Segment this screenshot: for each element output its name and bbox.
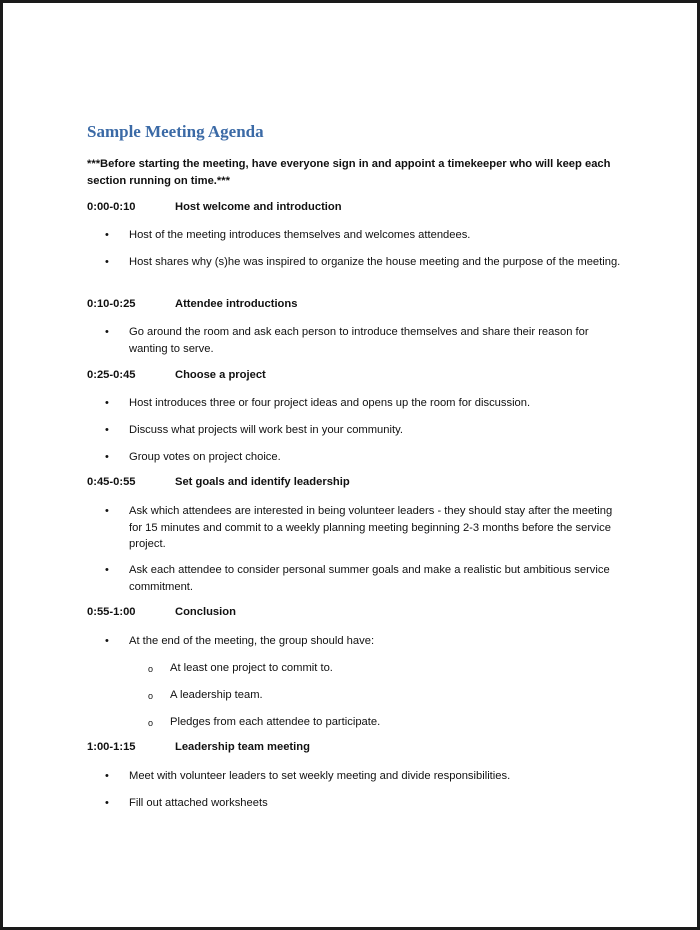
- bullet-icon: •: [105, 635, 109, 647]
- section-title: Conclusion: [175, 606, 236, 618]
- bullet-icon: •: [105, 229, 109, 241]
- list-item: • Discuss what projects will work best in your community.: [105, 422, 625, 439]
- section-time: 0:25-0:45: [87, 369, 136, 381]
- bullet-icon: •: [105, 505, 109, 517]
- section-heading: [87, 476, 350, 488]
- section-heading: [87, 741, 310, 753]
- sub-bullet-icon: o: [148, 691, 154, 701]
- section-title: Attendee introductions: [175, 298, 298, 310]
- bullet-icon: •: [105, 770, 109, 782]
- bullet-icon: •: [105, 564, 109, 576]
- list-item: • Fill out attached worksheets: [105, 795, 625, 812]
- list-item: • Host shares why (s)he was inspired to organize the house meeting and the purpose of the meeting.: [105, 254, 625, 271]
- intro-note: ***Before starting the meeting, have everyone sign in and appoint a timekeeper who will keep each section running on time.***: [87, 158, 611, 187]
- bullet-icon: •: [105, 397, 109, 409]
- section-heading: [87, 201, 342, 213]
- bullet-icon: •: [105, 424, 109, 436]
- section-time: 0:00-0:10: [87, 201, 136, 213]
- list-item: • Host introduces three or four project ideas and opens up the room for discussion.: [105, 395, 625, 412]
- list-item: • Go around the room and ask each person to introduce themselves and share their reason for wanting to serve.: [105, 326, 589, 355]
- section-time: 0:45-0:55: [87, 476, 136, 488]
- section-title: Host welcome and introduction: [175, 201, 342, 213]
- list-item: • Group votes on project choice.: [105, 449, 625, 466]
- sub-bullet-icon: o: [148, 718, 154, 728]
- section-title: Choose a project: [175, 369, 266, 381]
- bullet-icon: •: [105, 256, 109, 268]
- sub-list-item: o Pledges from each attendee to participate.: [148, 714, 608, 731]
- section-heading: [87, 606, 236, 618]
- section-time: 0:10-0:25: [87, 298, 136, 310]
- list-item: • Meet with volunteer leaders to set weekly meeting and divide responsibilities.: [105, 768, 625, 785]
- sub-list-item: o At least one project to commit to.: [148, 660, 608, 677]
- bullet-icon: •: [105, 797, 109, 809]
- section-heading: [87, 298, 297, 310]
- bullet-icon: •: [105, 451, 109, 463]
- document-title: Sample Meeting Agenda: [87, 122, 264, 141]
- sub-bullet-icon: o: [148, 664, 154, 674]
- list-item: • Ask which attendees are interested in being volunteer leaders - they should stay after the meeting for 15 minutes and commit to a weekly planning meeting beginning 2-3 months before the service project.: [105, 505, 613, 550]
- section-time: 1:00-1:15: [87, 741, 136, 753]
- section-title: Leadership team meeting: [175, 741, 310, 753]
- list-item: • Ask each attendee to consider personal summer goals and make a realistic but ambitious service commitment.: [105, 564, 610, 593]
- section-heading: [87, 369, 266, 381]
- list-item: • At the end of the meeting, the group should have:: [105, 633, 625, 650]
- list-item: • Host of the meeting introduces themselves and welcomes attendees.: [105, 227, 625, 244]
- bullet-icon: •: [105, 326, 109, 338]
- sub-list-item: o A leadership team.: [148, 687, 608, 704]
- section-time: 0:55-1:00: [87, 606, 136, 618]
- section-title: Set goals and identify leadership: [175, 476, 350, 488]
